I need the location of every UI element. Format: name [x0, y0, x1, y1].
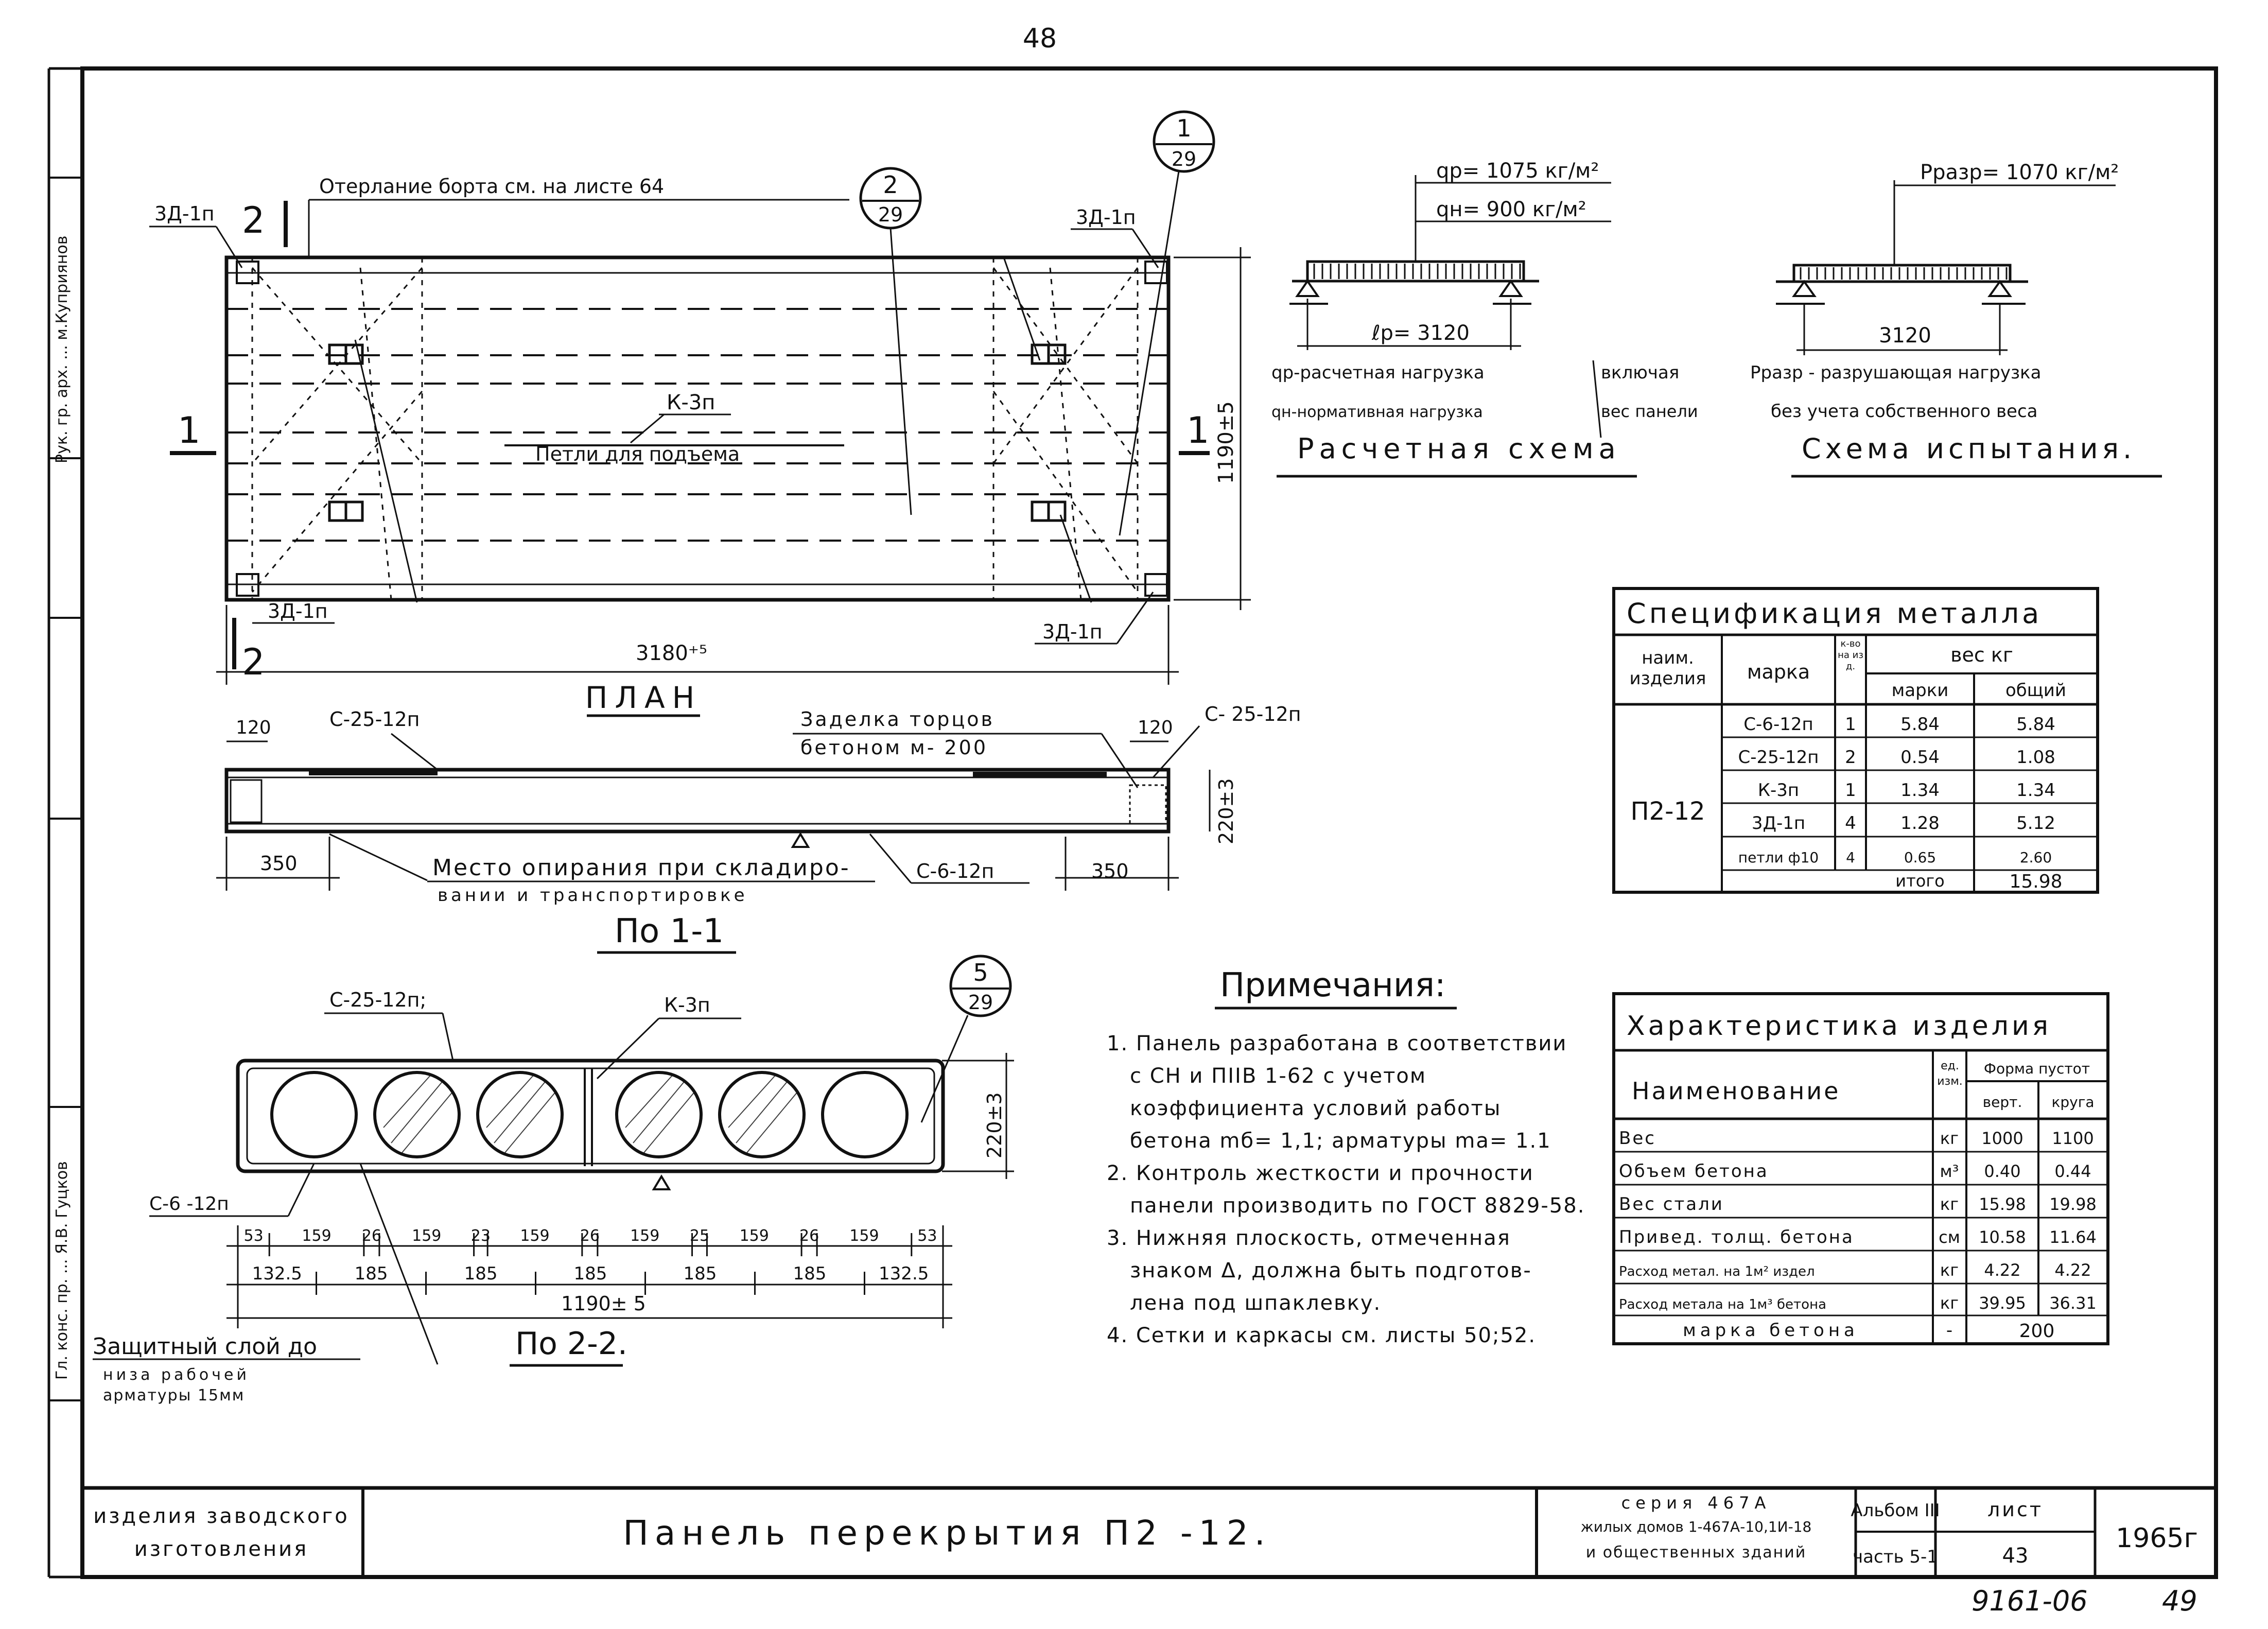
callout-1-bottom: 29 [1171, 148, 1197, 170]
sec22-label-c25: С-25-12п; [329, 989, 427, 1011]
chars-brand-name: марка бетона [1683, 1320, 1859, 1341]
sec11-label-c25-left: С-25-12п [329, 708, 420, 731]
spec-row-total: 1.08 [2016, 747, 2055, 768]
calc-legend1-b: включая [1601, 362, 1680, 383]
label-3d1p-br: 3Д-1п [1042, 620, 1103, 643]
support-line1: Место опирания при складиро- [432, 855, 850, 881]
dim-mid-label: 185 [573, 1263, 607, 1284]
note-line: 1. Панель разработана в соответствии [1107, 1032, 1567, 1055]
dim-350-left: 350 [260, 852, 298, 875]
spec-row-total: 5.84 [2016, 714, 2055, 735]
chars-h-form: Форма пустот [1983, 1060, 2090, 1077]
spec-row-total: 2.60 [2019, 849, 2052, 866]
dim-top-label: 25 [689, 1227, 710, 1245]
chars-row-name: Вес [1619, 1128, 1656, 1149]
chars-row-vert: 10.58 [1979, 1227, 2026, 1247]
sec22-label-c6: С-6 -12п [149, 1193, 229, 1215]
spec-row-weight: 0.54 [1900, 747, 1940, 768]
chars-row-unit: см [1939, 1227, 1960, 1247]
note-line: панели производить по ГОСТ 8829-58. [1130, 1194, 1585, 1218]
note-line: 4. Сетки и каркасы см. листы 50;52. [1107, 1324, 1537, 1347]
chars-title: Характеристика изделия [1627, 1011, 2052, 1042]
note-line: с СН и ПIIВ 1-62 с учетом [1130, 1064, 1427, 1088]
calc-span: ℓр= 3120 [1372, 321, 1470, 345]
chars-row-name: Привед. толщ. бетона [1619, 1227, 1854, 1247]
chars-h-vert: верт. [1982, 1094, 2022, 1111]
plan-length-dim: 3180⁺⁵ [636, 642, 707, 665]
k3p-label: К-3п [667, 391, 716, 414]
chars-row-vert: 15.98 [1979, 1194, 2026, 1214]
dim-mid-label: 185 [683, 1263, 717, 1284]
edge-note: Отерлание борта см. на листе 64 [319, 175, 665, 198]
sec11-height: 220±3 [1215, 778, 1237, 844]
page-number-top: 48 [1022, 23, 1057, 54]
test-legend2: без учета собственного веса [1771, 401, 2038, 422]
sec22-total-dim: 1190± 5 [561, 1292, 646, 1315]
end-fill-line1: Заделка торцов [800, 708, 995, 731]
spec-row-weight: 5.84 [1900, 714, 1940, 735]
calc-legend1-a: qр-расчетная нагрузка [1271, 362, 1485, 383]
section-1-right-mark: 1 [1187, 409, 1210, 452]
spec-h-item-box [1616, 638, 1719, 703]
spec-total-label: итого [1895, 871, 1945, 891]
dim-top-label: 23 [470, 1227, 491, 1245]
chars-brand-unit: - [1946, 1320, 1953, 1341]
spec-row-total: 5.12 [2016, 813, 2055, 834]
spec-row-mark: К-3п [1757, 780, 1800, 801]
spec-row-qty: 1 [1845, 714, 1856, 735]
dim-top-label: 159 [302, 1227, 332, 1245]
dim-top-label: 53 [243, 1227, 264, 1245]
spec-h-qty: к-во на изд. [1838, 638, 1863, 672]
calc-legend2-b: вес панели [1601, 402, 1698, 421]
dim-mid-label: 185 [354, 1263, 388, 1284]
test-legend1: Рразр - разрушающая нагрузка [1750, 362, 2042, 383]
spec-row-weight: 1.34 [1900, 780, 1940, 801]
spec-row-weight: 0.65 [1904, 849, 1936, 866]
chars-row-unit: кг [1940, 1260, 1959, 1280]
chars-row-name: Вес стали [1619, 1194, 1724, 1215]
dim-mid-label: 185 [793, 1263, 827, 1284]
notes-title: Примечания: [1220, 966, 1446, 1004]
chars-row-unit: м³ [1940, 1162, 1959, 1181]
callout-5-top: 5 [973, 959, 988, 986]
chars-row-vert: 4.22 [1984, 1260, 2021, 1280]
note-line: коэффициента условий работы [1130, 1097, 1502, 1120]
plan-title: ПЛАН [585, 680, 702, 715]
support-line2: вании и транспортировке [438, 885, 748, 906]
spec-row-mark: С-25-12п [1738, 747, 1819, 768]
spec-row-qty: 1 [1845, 780, 1856, 801]
dim-top-label: 159 [520, 1227, 550, 1245]
spec-h-qty-box [1836, 638, 1865, 703]
chars-h-unit-box [1934, 1053, 1966, 1118]
spec-row-qty: 2 [1845, 747, 1856, 768]
sec11-label-c25-right: С- 25-12п [1205, 703, 1301, 725]
cover-line3: арматуры 15мм [103, 1387, 245, 1405]
test-p: Рразр= 1070 кг/м² [1920, 161, 2119, 184]
chars-row-vert: 1000 [1981, 1129, 2023, 1148]
archive-code: 9161-06 [1972, 1585, 2088, 1617]
side-signature-top: Рук. гр. арх. ... м.Куприянов [53, 235, 71, 463]
spec-h-weight: вес кг [1950, 644, 2013, 666]
note-line: 2. Контроль жесткости и прочности [1107, 1162, 1534, 1185]
chars-row-round: 36.31 [2049, 1293, 2097, 1313]
dim-top-label: 53 [917, 1227, 937, 1245]
cover-line2: низа рабочей [103, 1366, 250, 1384]
spec-h-mark: марка [1747, 661, 1810, 683]
chars-row-name: Расход метала на 1м³ бетона [1619, 1297, 1826, 1312]
note-line: лена под шпаклевку. [1130, 1291, 1382, 1315]
end-fill-line2: бетоном м- 200 [800, 736, 988, 759]
note-line: знаком Δ, должна быть подготов- [1130, 1259, 1532, 1283]
tb-part: часть 5-1 [1853, 1547, 1938, 1567]
callout-5-bottom: 29 [968, 991, 993, 1014]
label-3d1p-tr: 3Д-1п [1076, 206, 1136, 229]
tb-series-line3: и общественных зданий [1585, 1544, 1807, 1562]
spec-row-total: 1.34 [2016, 780, 2055, 801]
spec-h-w-total: общий [2005, 680, 2066, 701]
chars-row-round: 1100 [2052, 1129, 2094, 1148]
spec-h-item: наим. изделия [1629, 648, 1706, 689]
label-3d1p-bl: 3Д-1п [268, 600, 328, 622]
calc-legend2-a: qн-нормативная нагрузка [1271, 403, 1483, 421]
spec-row-qty: 4 [1846, 849, 1855, 866]
spec-row-qty: 4 [1845, 813, 1856, 834]
tb-series-line2: жилых домов 1-467А-10,1И-18 [1580, 1518, 1812, 1535]
chars-row-unit: кг [1940, 1129, 1959, 1148]
spec-row-mark: 3Д-1п [1751, 813, 1806, 834]
spec-total: 15.98 [2009, 871, 2063, 892]
spec-row-weight: 1.28 [1900, 813, 1940, 834]
chars-row-round: 19.98 [2049, 1194, 2097, 1214]
spec-item: П2-12 [1630, 797, 1705, 826]
chars-h-round: круга [2051, 1094, 2095, 1111]
spec-title: Спецификация металла [1627, 597, 2043, 630]
callout-1-top: 1 [1176, 114, 1192, 142]
tb-series-line1: серия 467А [1621, 1493, 1771, 1513]
calc-qr: qр= 1075 кг/м² [1436, 159, 1599, 183]
plan-width-dim: 1190±5 [1214, 401, 1238, 484]
chars-row-vert: 0.40 [1984, 1162, 2021, 1181]
tb-sheet-no: 43 [2002, 1544, 2029, 1568]
dim-top-label: 26 [361, 1227, 382, 1245]
tb-left-line2: изготовления [134, 1537, 309, 1561]
chars-row-round: 0.44 [2054, 1162, 2091, 1181]
chars-row-vert: 39.95 [1979, 1293, 2026, 1313]
cover-line1: Защитный слой до [93, 1333, 318, 1360]
dim-top-label: 159 [412, 1227, 442, 1245]
page-number-bottom: 49 [2162, 1585, 2197, 1617]
tb-album: Альбом III [1851, 1500, 1940, 1521]
tb-sheet-label: лист [1987, 1498, 2044, 1521]
dim-mid-label: 132.5 [879, 1263, 929, 1284]
dim-top-label: 159 [630, 1227, 660, 1245]
chars-row-round: 4.22 [2054, 1260, 2091, 1280]
dim-top-label: 26 [799, 1227, 819, 1245]
chars-h-name: Наименование [1632, 1077, 1841, 1105]
callout-2-top: 2 [883, 171, 898, 199]
sec22-height: 220±3 [983, 1092, 1006, 1158]
spec-h-w-mark: марки [1891, 680, 1949, 701]
spec-row-mark: С-6-12п [1743, 714, 1813, 735]
spec-row-mark: петли ф10 [1738, 849, 1819, 866]
dim-top-label: 159 [739, 1227, 769, 1245]
dim-120-right: 120 [1138, 717, 1173, 738]
test-span: 3120 [1879, 324, 1931, 348]
chars-brand-value: 200 [2019, 1321, 2055, 1342]
dim-top-label: 159 [849, 1227, 879, 1245]
side-signature-bottom: Гл. конс. пр. ... Я.В. Гуцков [53, 1161, 71, 1380]
dim-top-label: 26 [580, 1227, 600, 1245]
chars-row-unit: кг [1940, 1194, 1959, 1214]
tb-left-line1: изделия заводского [93, 1504, 350, 1528]
lifting-loops-label: Петли для подъема [535, 443, 740, 465]
note-line: бетона mб= 1,1; арматуры mа= 1.1 [1130, 1129, 1551, 1153]
section-2-top-mark: 2 [242, 199, 265, 241]
chars-row-name: Расход метал. на 1м² издел [1619, 1264, 1815, 1279]
sec11-mesh-label: С-6-12п [916, 860, 995, 882]
sec22-label-k3p: К-3п [664, 994, 710, 1016]
tb-title: Панель перекрытия П2 -12. [623, 1513, 1271, 1553]
test-scheme-title: Схема испытания. [1802, 432, 2136, 465]
chars-row-unit: кг [1940, 1293, 1959, 1313]
dim-120-left: 120 [236, 717, 271, 738]
note-line: 3. Нижняя плоскость, отмеченная [1107, 1226, 1511, 1250]
callout-2-bottom: 29 [878, 203, 903, 226]
tb-year: 1965г [2116, 1523, 2198, 1554]
chars-h-unit: ед. изм. [1937, 1060, 1963, 1088]
section-1-left-mark: 1 [178, 409, 201, 452]
section-1-1-title: По 1-1 [614, 912, 724, 950]
label-3d1p-tl: 3Д-1п [154, 202, 215, 225]
dim-350-right: 350 [1091, 860, 1129, 882]
dim-mid-label: 185 [464, 1263, 498, 1284]
dim-mid-label: 132.5 [252, 1263, 302, 1284]
calc-qn: qн= 900 кг/м² [1436, 198, 1586, 221]
section-2-2-title: По 2-2. [515, 1326, 627, 1362]
section-2-bottom-mark: 2 [242, 641, 265, 683]
chars-row-round: 11.64 [2049, 1227, 2097, 1247]
calc-scheme-title: Расчетная схема [1297, 432, 1621, 465]
chars-row-name: Объем бетона [1619, 1161, 1769, 1182]
